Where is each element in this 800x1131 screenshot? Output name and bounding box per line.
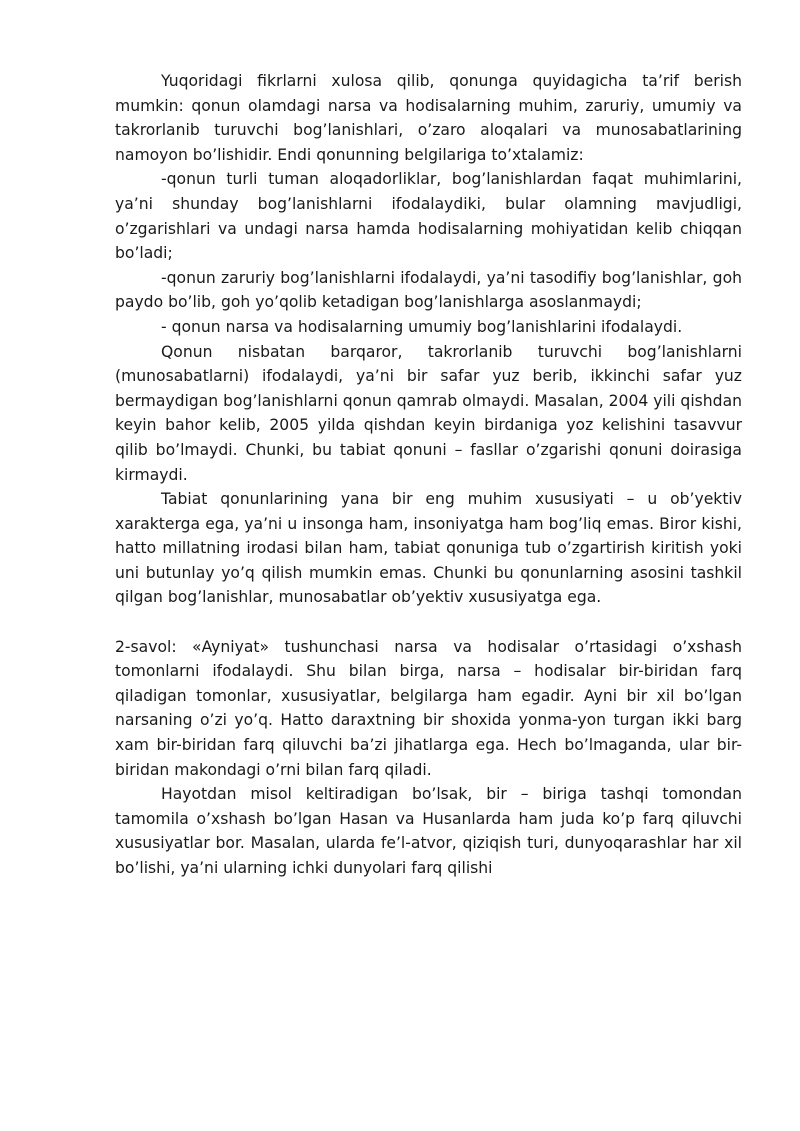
paragraph-question-2: 2-savol: «Ayniyat» tushunchasi narsa va hodisalar o’rtasidagi o’xshash tomonlarni ifodalaydi. Shu bilan birga, narsa – hodisalar bir-biridan farq qiladigan tomonlar, xususiyatlar, belgilarga ham egadir. Ayni bir xil bo’lgan narsaning o’zi yo’q. Hatto daraxtning bir shoxida yonma-yon turgan ikki barg xam bir-biridan farq qiluvchi ba’zi jihatlarga ega. Hech bo’lmaganda, ular bir-biridan makondagi o’rni bilan farq qiladi.: [115, 637, 742, 779]
paragraph-law-definition: Yuqoridagi fikrlarni xulosa qilib, qonunga quyidagicha ta’rif berish mumkin: qonun olamdagi narsa va hodisalarning muhim, zaruriy, umumiy va takrorlanib turuvchi bog’lanishlari, o’zaro aloqalari va munosabatlarining namoyon bo’lishidir. Endi qonunning belgilariga to’xtalamiz:: [115, 72, 742, 164]
paragraph-law-general: - qonun narsa va hodisalarning umumiy bog’lanishlarini ifodalaydi.: [161, 317, 683, 336]
paragraph-law-objective: Tabiat qonunlarining yana bir eng muhim xususiyati – u ob’yektiv xarakterga ega, ya’ni u insonga ham, insoniyatga ham bog’liq emas. Biror kishi, hatto millatning irodasi bilan ham, tabiat qonuniga tub o’zgartirish kiritish yoki uni butunlay yo’q qilish mumkin emas. Chunki bu qonunlarning asosini tashkil qilgan bog’lanishlar, munosabatlar ob’yektiv xususiyatga ega.: [115, 490, 742, 607]
paragraph-law-essential: -qonun turli tuman aloqadorliklar, bog’lanishlardan faqat muhimlarini, ya’ni shunday bog’lanishlarni ifodalaydiki, bular olamning mavjudligi, o’zgarishlari va undagi narsa hamda hodisalarning mohiyatidan kelib chiqqan bo’ladi;: [115, 170, 742, 263]
paragraph-life-example: Hayotdan misol keltiradigan bo’lsak, bir – biriga tashqi tomondan tamomila o’xshash bo’lgan Hasan va Husanlarda ham juda ko’p farq qiluvchi xususiyatlar bor. Masalan, ularda fe’l-atvor, qiziqish turi, dunyoqarashlar har xil bo’lishi, ya’ni ularning ichki dunyolari farq qilishi: [115, 785, 742, 877]
paragraph-gap: [115, 610, 742, 635]
paragraph-law-necessary: -qonun zaruriy bog’lanishlarni ifodalaydi, ya’ni tasodifiy bog’lanishlar, goh paydo bo’lib, goh yo’qolib ketadigan bog’lanishlarga asoslanmaydi;: [115, 268, 742, 312]
paragraph-law-stable: Qonun nisbatan barqaror, takrorlanib turuvchi bog’lanishlarni (munosabatlarni) ifodalaydi, ya’ni bir safar yuz berib, ikkinchi safar yuz bermaydigan bog’lanishlarni qonun qamrab olmaydi. Masalan, 2004 yili qishdan keyin bahor kelib, 2005 yilda qishdan keyin birdaniga yoz kelishini tasavvur qilib bo’lmaydi. Chunki, bu tabiat qonuni – fasllar o’zgarishi qonuni doirasiga kirmaydi.: [115, 342, 743, 484]
document-page: [115, 69, 742, 881]
